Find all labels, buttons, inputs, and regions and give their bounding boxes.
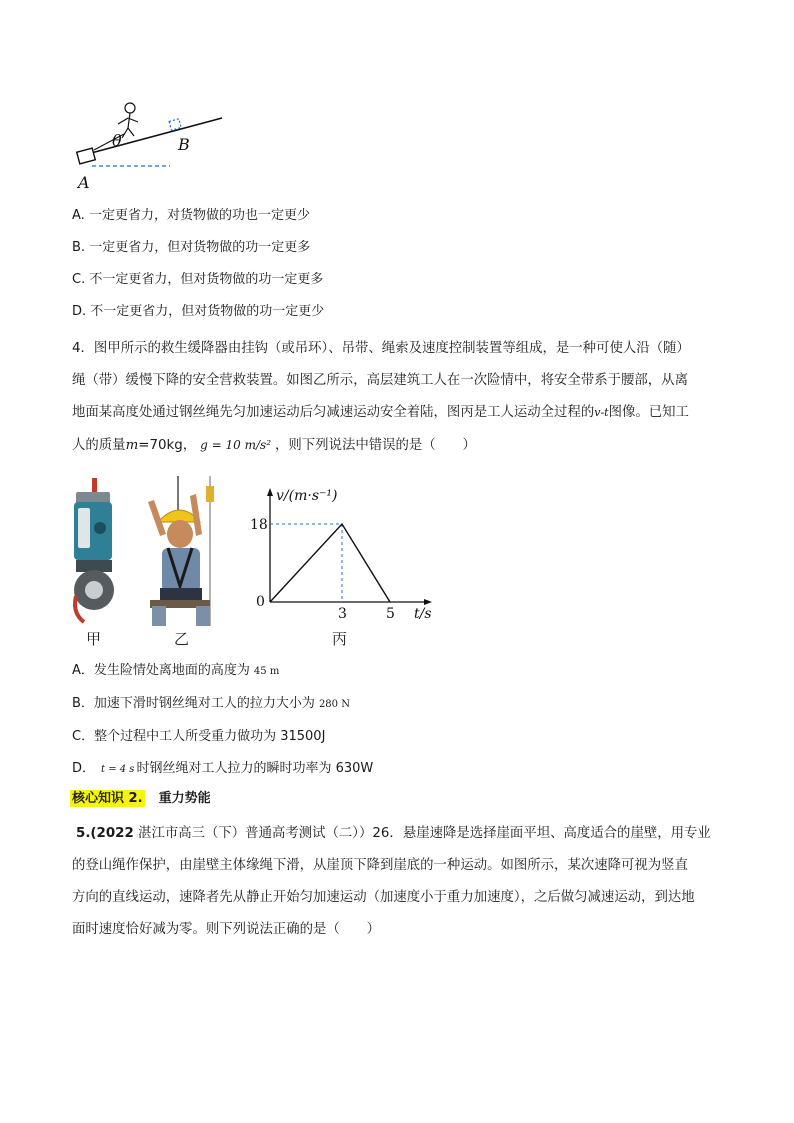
option-key: A．: [72, 663, 94, 678]
q5-line1: [72, 818, 742, 850]
y-axis-arrow: [267, 488, 273, 496]
option-text: 整个过程中工人所受重力做功为 31500J: [94, 729, 326, 744]
x-axis-arrow: [424, 599, 432, 605]
q3-option-d: [72, 303, 324, 321]
origin-label: 0: [256, 594, 265, 610]
q4-line3: [72, 397, 742, 429]
option-key: D.: [72, 304, 87, 319]
q4-line2: 绳（带）缓慢下降的安全营救装置。如图乙所示，高层建筑工人在一次险情中，将安全带系于腰部，从离: [72, 373, 688, 388]
q4-option-b: [72, 695, 350, 714]
q5-question: [72, 818, 742, 946]
option-tail: 时钢丝绳对工人拉力的瞬时功率为 630W: [136, 761, 374, 776]
q5-line1-text: 湛江市高三（下）普通高考测试（二））26．悬崖速降是选择崖面平坦、高度适合的崖壁，用专业: [133, 826, 711, 841]
q3-option-b: [72, 239, 310, 257]
label-yi: 乙: [174, 630, 190, 648]
rescue-device-image: [70, 478, 118, 626]
option-text: 一定更省力，对货物做的功也一定更少: [88, 208, 310, 223]
option-value: t = 4 s: [101, 764, 135, 775]
q4-option-a: [72, 662, 279, 681]
vt-symbol: v-t: [594, 406, 609, 419]
q3-option-a: [72, 207, 310, 225]
incline-slope: [80, 118, 222, 156]
option-key: C.: [72, 272, 86, 287]
label-jia: 甲: [86, 630, 102, 648]
person-head: [125, 103, 135, 113]
option-key: C．: [72, 729, 95, 744]
x-axis-label: t/s: [414, 606, 432, 622]
option-text: 不一定更省力，但对货物做的功一定更多: [89, 272, 324, 287]
section-heading: [70, 790, 211, 808]
option-text: 一定更省力，但对货物做的功一定更多: [89, 240, 311, 255]
option-text: 加速下滑时钢丝绳对工人的拉力大小为: [93, 696, 315, 711]
q3-option-c: [72, 271, 323, 289]
option-value: 45 m: [253, 666, 280, 677]
option-key: B．: [72, 696, 94, 711]
incline-figure: [72, 98, 232, 194]
q4-option-d: [72, 760, 373, 779]
mass-value: =70kg，: [138, 438, 197, 453]
gravity-formula: g = 10 m/s²: [200, 438, 272, 452]
q5-line4: 面时速度恰好减为零。则下列说法正确的是（ ）: [72, 922, 380, 937]
option-key: D．: [72, 761, 96, 776]
section-title: 重力势能: [158, 791, 211, 806]
q5-line3: 方向的直线运动，速降者先从静止开始匀加速运动（加速度小于重力加速度），之后做匀减速运动，到达地: [72, 890, 695, 905]
q4-option-c: [72, 728, 325, 746]
q4-line4-tail: ，则下列说法中错误的是（ ）: [275, 438, 476, 453]
x-tick-label: 3: [338, 606, 347, 622]
y-tick-label: 18: [250, 517, 268, 533]
option-text: 发生险情处离地面的高度为: [93, 663, 250, 678]
q4-line1: 4．图甲所示的救生缓降器由挂钩（或吊环）、吊带、绳索及速度控制装置等组成，是一种可使人沿（随）: [72, 341, 690, 356]
velocity-series-line: [270, 524, 390, 602]
q4-line4-text: 人的质量: [72, 438, 126, 453]
box-B-dashed: [169, 119, 181, 130]
section-badge: 核心知识 2.: [72, 791, 143, 806]
option-key: A.: [72, 208, 85, 223]
label-B: B: [178, 135, 190, 154]
option-text: 不一定更省力，但对货物做的功一定更少: [90, 304, 325, 319]
cargo-box-A: [77, 148, 96, 164]
mass-symbol: m: [125, 438, 139, 453]
worker-photo: [140, 476, 222, 628]
q5-line2: 的登山绳作保护，由崖壁主体缘绳下滑，从崖顶下降到崖底的一种运动。如图所示，某次速降可视为竖直: [72, 858, 688, 873]
q4-line4: [72, 429, 742, 462]
q4-line3-text: 地面某高度处通过钢丝绳先匀加速运动后匀减速运动安全着陆，图丙是工人运动全过程的: [72, 405, 595, 420]
x-tick-label: 5: [386, 606, 395, 622]
label-bing: 丙: [332, 630, 348, 648]
q4-line3-tail: 图像。已知工: [608, 405, 689, 420]
q5-prefix: 5.(2022: [76, 826, 134, 841]
q4-question: [72, 333, 742, 462]
y-axis-label: v/(m·s⁻¹): [276, 488, 338, 504]
vt-chart: [248, 486, 438, 626]
option-value: 280 N: [318, 699, 350, 710]
option-key: B.: [72, 240, 86, 255]
label-A: A: [78, 173, 90, 192]
theta-label: θ: [112, 131, 122, 150]
